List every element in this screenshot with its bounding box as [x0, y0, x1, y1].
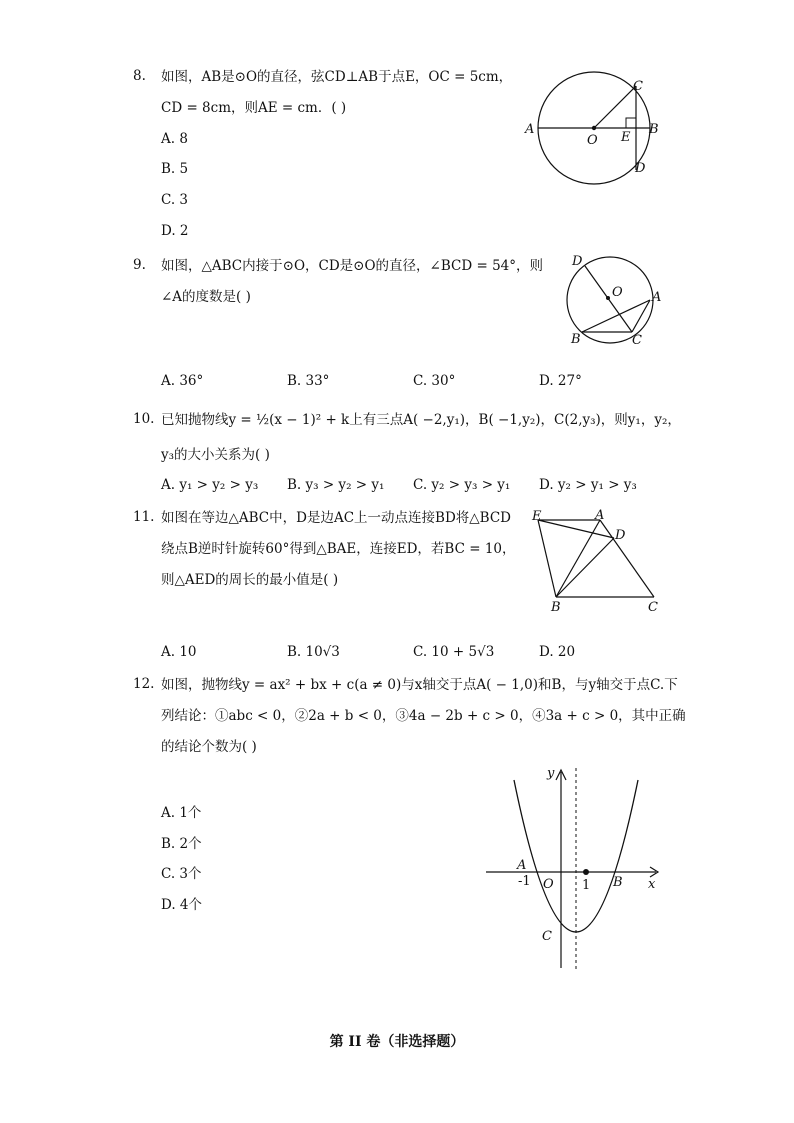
option-a: A. 36° [161, 373, 204, 389]
label-a: A [525, 122, 535, 137]
option-d: D. 4个 [161, 897, 203, 913]
question-number: 12. [133, 676, 155, 692]
question-text-line-1: 如图，抛物线y = ax² + bx + c(a ≠ 0)与x轴交于点A( − 1,0)和B，与y轴交于点C.下 [161, 677, 678, 693]
label-c: C [542, 929, 552, 944]
option-b: B. 2个 [161, 836, 202, 852]
option-d: D. 20 [539, 644, 576, 660]
option-a: A. 10 [161, 644, 197, 660]
question-text-line-2: 列结论：①abc < 0，②2a + b < 0，③4a − 2b + c > 0，④3a + c > 0，其中正确 [161, 708, 686, 724]
question-text-line-2: ∠A的度数是( ) [161, 289, 251, 305]
label-a: A [652, 290, 662, 305]
option-a: A. y₁ > y₂ > y₃ [161, 477, 259, 493]
question-text-line-3: 则△AED的周长的最小值是( ) [161, 572, 339, 588]
question-text-line-1: 如图，△ABC内接于⊙O，CD是⊙O的直径，∠BCD = 54°，则 [161, 258, 544, 274]
label-d: D [572, 254, 583, 269]
option-c: C. y₂ > y₃ > y₁ [413, 477, 511, 493]
question-text-line-1: 如图，AB是⊙O的直径，弦CD⊥AB于点E，OC = 5cm， [161, 69, 513, 85]
label-a: A [517, 858, 527, 873]
option-d: D. y₂ > y₁ > y₃ [539, 477, 637, 493]
option-c: C. 3 [161, 192, 189, 208]
option-d: D. 2 [161, 223, 189, 239]
option-a: A. 8 [161, 131, 188, 147]
circle-diagram-q8 [520, 70, 670, 190]
section-title: 第 II 卷（非选择题） [329, 1034, 465, 1050]
label-o: O [543, 877, 554, 892]
triangle-diagram-q11 [528, 505, 668, 615]
label-o: O [612, 285, 623, 300]
label-c: C [648, 600, 658, 615]
option-b: B. 10√3 [287, 644, 340, 660]
label-d: D [615, 528, 626, 543]
option-b: B. 33° [287, 373, 330, 389]
question-text-line-1: 如图在等边△ABC中，D是边AC上一动点连接BD将△BCD [161, 510, 511, 526]
question-text-line-2: CD = 8cm，则AE = cm．( ) [161, 100, 347, 116]
label-b: B [571, 332, 581, 347]
label-o: O [587, 133, 598, 148]
label-c: C [632, 333, 642, 348]
label-a: A [595, 508, 605, 523]
question-text-line-2: y₃的大小关系为( ) [161, 447, 270, 463]
label-b: B [551, 600, 561, 615]
label-e: E [621, 130, 631, 145]
question-number: 8. [133, 68, 146, 84]
question-text-line-3: 的结论个数为( ) [161, 739, 257, 755]
label-minus-1: -1 [518, 874, 531, 889]
circle-diagram-q9 [560, 250, 670, 350]
question-number: 11. [133, 509, 155, 525]
option-a: A. 1个 [161, 805, 202, 821]
option-c: C. 30° [413, 373, 456, 389]
label-x: x [648, 877, 656, 892]
label-c: C [633, 79, 643, 94]
label-d: D [635, 161, 646, 176]
label-b: B [613, 875, 623, 890]
option-c: C. 10 + 5√3 [413, 644, 495, 660]
question-number: 9. [133, 257, 146, 273]
option-c: C. 3个 [161, 866, 202, 882]
label-y: y [547, 766, 555, 781]
option-b: B. 5 [161, 161, 189, 177]
label-e: E [532, 509, 542, 524]
label-1: 1 [582, 878, 591, 893]
option-d: D. 27° [539, 373, 582, 389]
option-b: B. y₃ > y₂ > y₁ [287, 477, 385, 493]
parabola-diagram-q12 [480, 762, 670, 977]
question-text-line-1: 已知抛物线y = ½(x − 1)² + k上有三点A( −2,y₁)，B( −1,y₂)，C(2,y₃)，则y₁，y₂， [161, 412, 681, 428]
question-number: 10. [133, 411, 155, 427]
question-text-line-2: 绕点B逆时针旋转60°得到△BAE，连接ED，若BC = 10， [161, 541, 516, 557]
label-b: B [649, 122, 659, 137]
